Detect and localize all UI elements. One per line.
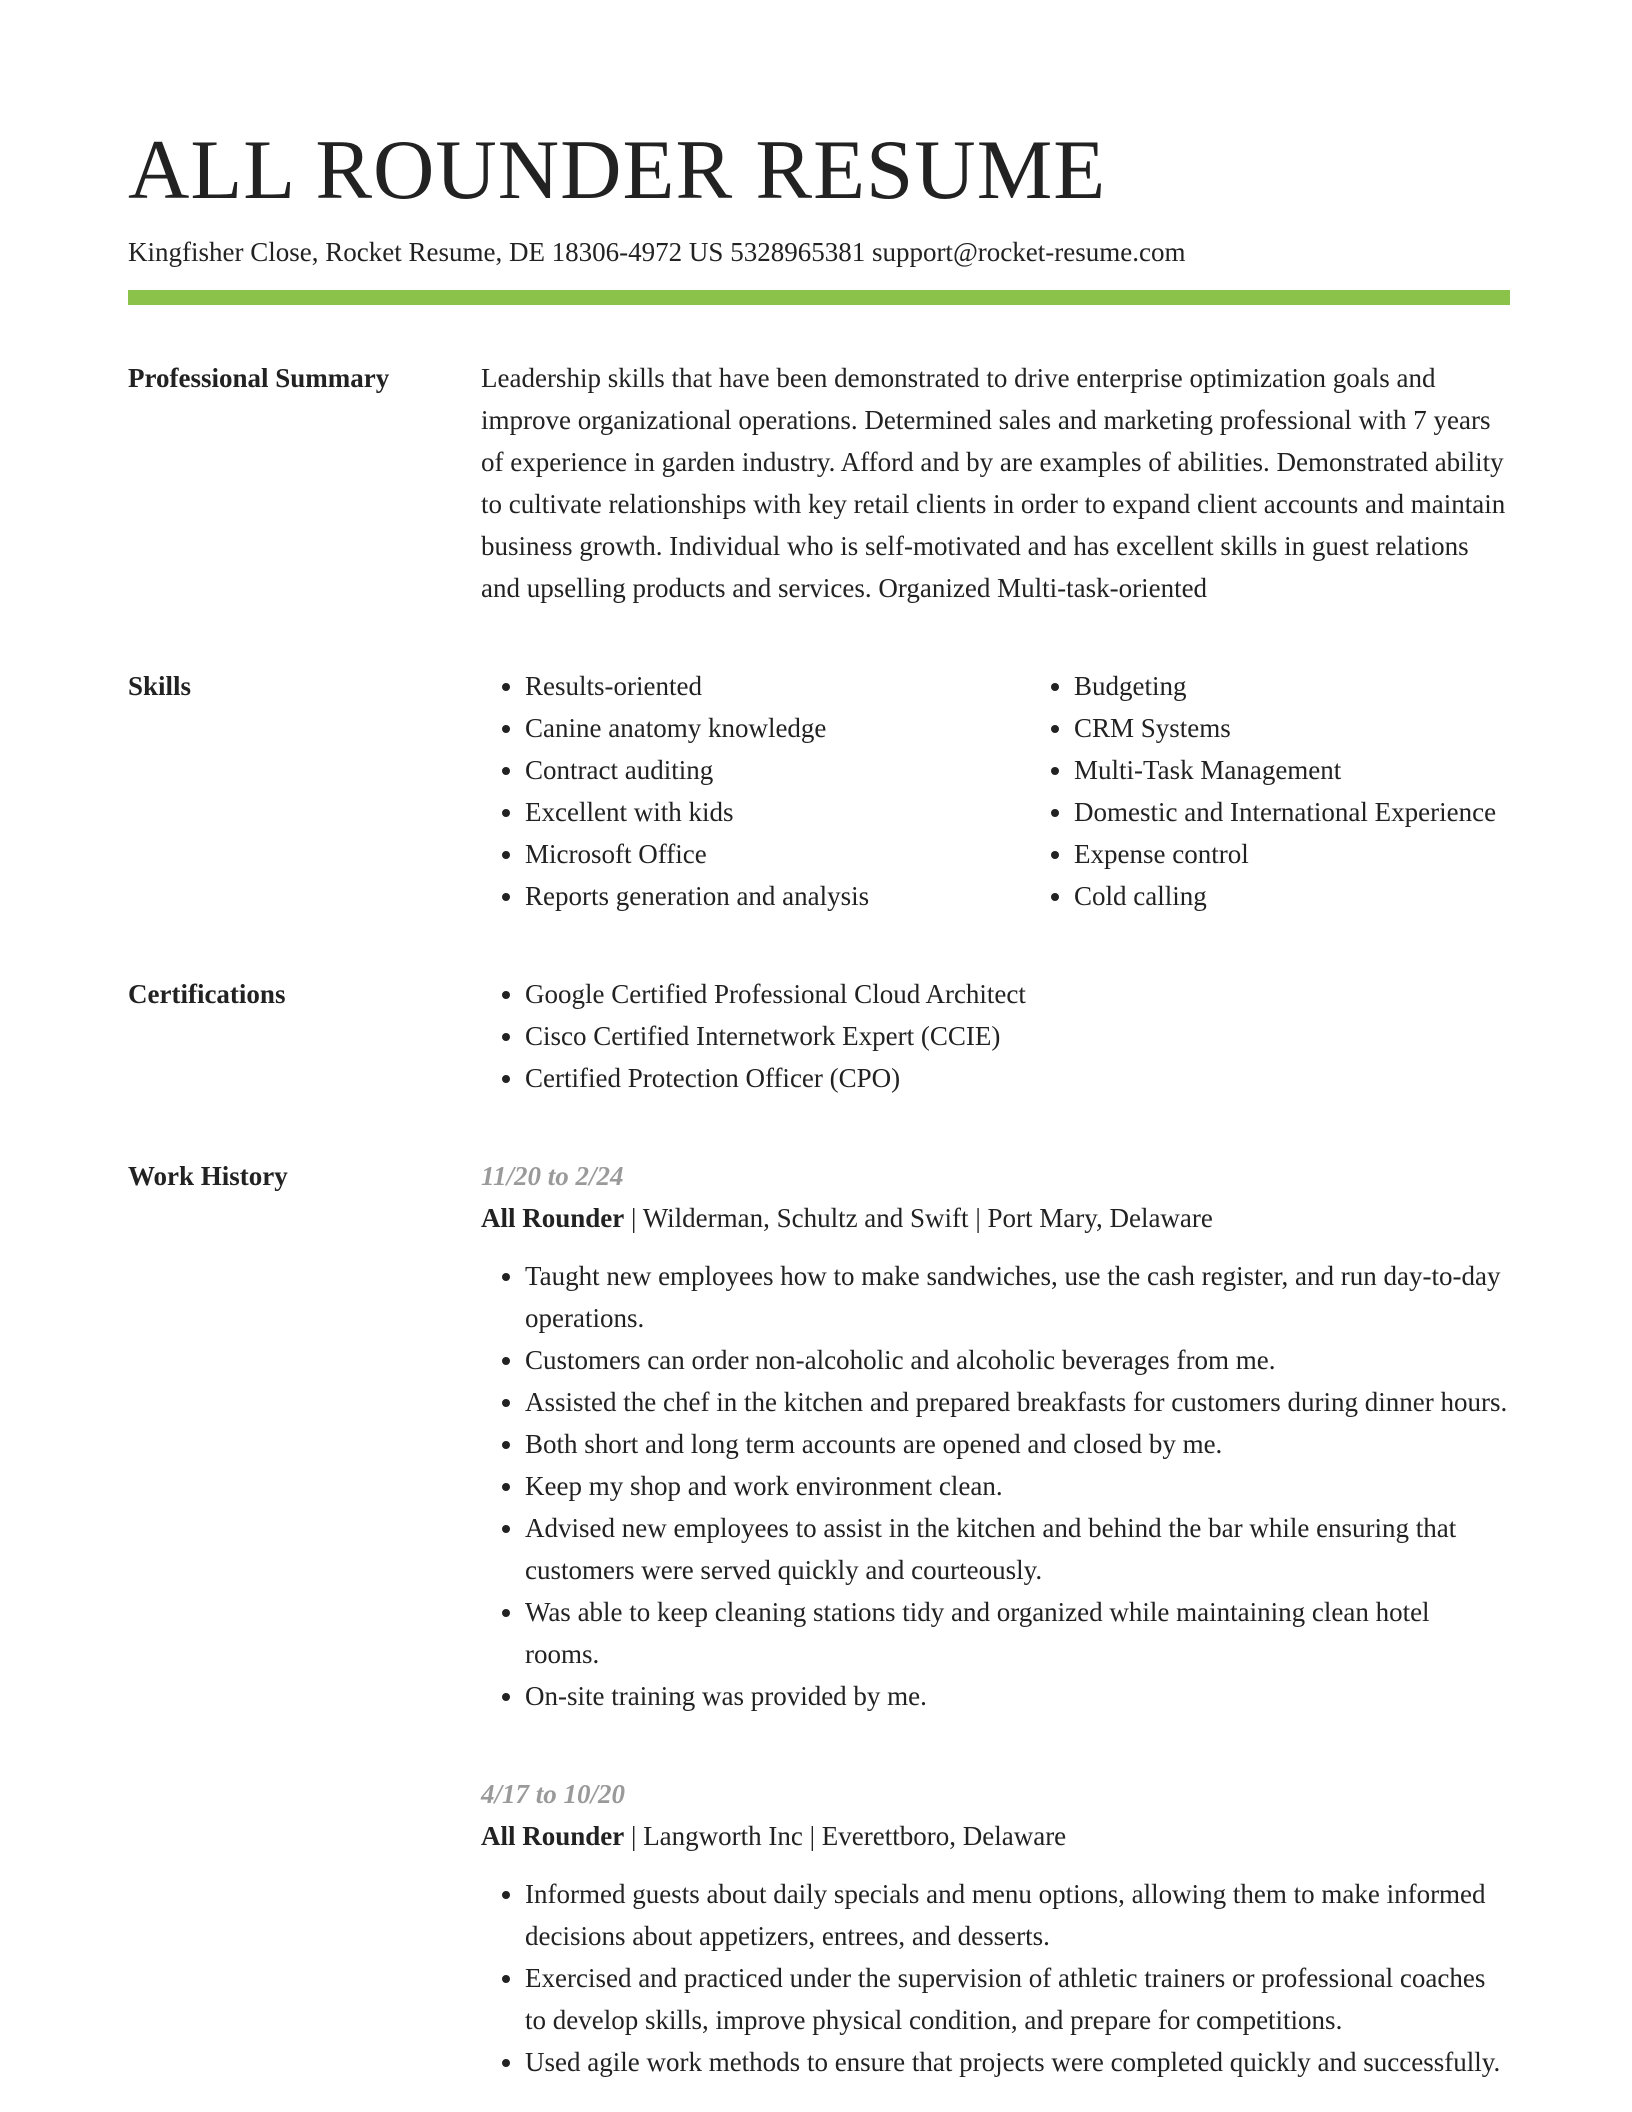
job-bullet: • Used agile work methods to ensure that projects were completed quickly and successfully. <box>525 2041 1510 2083</box>
contact-line <box>128 234 1510 270</box>
job-bullet: • Exercised and practiced under the supervision of athletic trainers or professional coaches to develop skills, improve physical condition, and prepare for competitions. <box>525 1957 1510 2041</box>
job-company: Langworth Inc <box>643 1821 803 1851</box>
skill-item: • Results-oriented <box>525 665 1030 707</box>
job-dates: 4/17 to 10/20 <box>481 1779 626 1809</box>
job-dates: 11/20 to 2/24 <box>481 1161 624 1191</box>
separator: | <box>631 1821 637 1851</box>
job-bullet: • Keep my shop and work environment clean. <box>525 1465 1510 1507</box>
separator: | <box>975 1203 981 1233</box>
skill-item: • Expense control <box>1074 833 1579 875</box>
resume-title: ALL ROUNDER RESUME <box>128 123 1107 217</box>
skill-item: • Microsoft Office <box>525 833 1030 875</box>
job-bullet: • Assisted the chef in the kitchen and prepared breakfasts for customers during dinner hours. <box>525 1381 1510 1423</box>
skills-list-right <box>1030 665 1579 917</box>
job-bullet: • Both short and long term accounts are opened and closed by me. <box>525 1423 1510 1465</box>
contact-email: support@rocket-resume.com <box>871 237 1186 267</box>
work-history-section <box>128 1155 1510 2083</box>
section-heading-summary: Professional Summary <box>128 363 390 393</box>
job-bullet: • Taught new employees how to make sandwiches, use the cash register, and run day-to-day operations. <box>525 1255 1510 1339</box>
certifications-list <box>481 973 1510 1099</box>
skill-item: • Canine anatomy knowledge <box>525 707 1030 749</box>
skill-item: • Contract auditing <box>525 749 1030 791</box>
job-bullet: • On-site training was provided by me. <box>525 1675 1510 1717</box>
job-bullet: • Was able to keep cleaning stations tidy and organized while maintaining clean hotel rooms. <box>525 1591 1510 1675</box>
section-heading-certifications: Certifications <box>128 979 286 1009</box>
skills-list-left <box>481 665 1030 917</box>
separator: | <box>809 1821 816 1851</box>
certifications-section <box>128 973 1510 1099</box>
job-role: All Rounder <box>481 1821 625 1851</box>
job-title-line <box>481 1815 1510 1857</box>
job-company: Wilderman, Schultz and Swift <box>642 1203 969 1233</box>
section-heading-work-history: Work History <box>128 1161 288 1191</box>
summary-section <box>128 357 1510 609</box>
certification-item: • Certified Protection Officer (CPO) <box>525 1057 1510 1099</box>
skill-item: • CRM Systems <box>1074 707 1579 749</box>
job-bullet: • Advised new employees to assist in the kitchen and behind the bar while ensuring that customers were served quickly and courteously. <box>525 1507 1510 1591</box>
skill-item: • Excellent with kids <box>525 791 1030 833</box>
certification-item: • Google Certified Professional Cloud Architect <box>525 973 1510 1015</box>
skill-item: • Multi-Task Management <box>1074 749 1579 791</box>
separator: | <box>631 1203 637 1233</box>
certification-item: • Cisco Certified Internetwork Expert (CCIE) <box>525 1015 1510 1057</box>
skills-section <box>128 665 1510 917</box>
job-role: All Rounder <box>481 1203 625 1233</box>
header-divider <box>128 290 1510 305</box>
skill-item: • Cold calling <box>1074 875 1579 917</box>
job-entry <box>481 1155 1510 1717</box>
job-bullets <box>481 1873 1510 2083</box>
section-heading-skills: Skills <box>128 671 192 701</box>
contact-address: Kingfisher Close, Rocket Resume, DE 18306-4972 US <box>128 237 724 267</box>
job-bullet: • Informed guests about daily specials and menu options, allowing them to make informed decisions about appetizers, entrees, and desserts. <box>525 1873 1510 1957</box>
job-bullets <box>481 1255 1510 1717</box>
skill-item: • Budgeting <box>1074 665 1579 707</box>
resume-page <box>128 0 1510 2083</box>
skill-item: • Reports generation and analysis <box>525 875 1030 917</box>
contact-phone: 5328965381 <box>730 237 866 267</box>
job-location: Everettboro, Delaware <box>821 1821 1067 1851</box>
job-bullet: • Customers can order non-alcoholic and alcoholic beverages from me. <box>525 1339 1510 1381</box>
job-location: Port Mary, Delaware <box>987 1203 1213 1233</box>
summary-text: Leadership skills that have been demonstrated to drive enterprise optimization goals and improve organizational operations. Determined sales and marketing professional with 7 years of experience in garden industry. Afford and by are examples of abilities. Demonstrated ability to cultivate relationships with key retail clients in order to expand client accounts and maintain business growth. Individual who is self-motivated and has excellent skills in guest relations and upselling products and services. Organized Multi-task-oriented <box>481 363 1506 603</box>
skill-item: • Domestic and International Experience <box>1074 791 1579 833</box>
job-entry <box>481 1773 1510 2083</box>
job-title-line <box>481 1197 1510 1239</box>
